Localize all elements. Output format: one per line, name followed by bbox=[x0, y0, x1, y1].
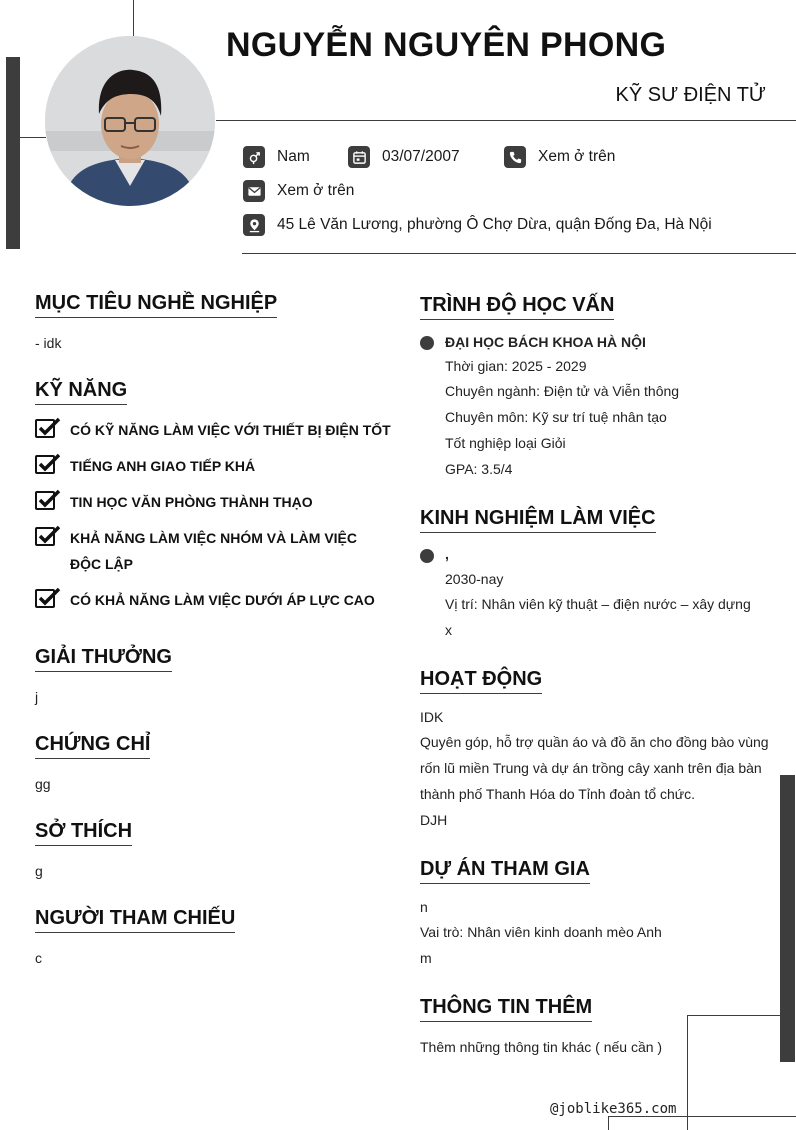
extra-info-title: THÔNG TIN THÊM bbox=[420, 996, 592, 1022]
skill-item bbox=[35, 489, 313, 515]
email-info bbox=[243, 180, 354, 202]
checkbox-icon bbox=[35, 453, 61, 475]
activities-line1: IDK bbox=[420, 709, 444, 725]
education-title: TRÌNH ĐỘ HỌC VẤN bbox=[420, 294, 614, 320]
objective-text: - idk bbox=[35, 335, 62, 351]
candidate-name: NGUYỄN NGUYÊN PHONG bbox=[226, 26, 667, 64]
experience-period: 2030-nay bbox=[445, 571, 504, 587]
skill-item bbox=[35, 453, 255, 479]
bottom-frame-vertical bbox=[687, 1015, 688, 1130]
location-icon bbox=[243, 214, 265, 236]
watermark: @joblike365.com bbox=[550, 1101, 677, 1117]
objective-title: MỤC TIÊU NGHỀ NGHIỆP bbox=[35, 292, 277, 318]
bottom-frame-horizontal bbox=[687, 1015, 780, 1016]
address-info bbox=[243, 214, 712, 236]
gender-info bbox=[243, 146, 310, 168]
education-gpa: GPA: 3.5/4 bbox=[445, 461, 513, 477]
avatar bbox=[45, 36, 215, 206]
activities-title: HOẠT ĐỘNG bbox=[420, 668, 542, 694]
awards-title: GIẢI THƯỞNG bbox=[35, 646, 172, 672]
education-school: ĐẠI HỌC BÁCH KHOA HÀ NỘI bbox=[445, 334, 646, 350]
skill-label: TIẾNG ANH GIAO TIẾP KHÁ bbox=[70, 458, 256, 474]
checkbox-icon bbox=[35, 417, 61, 439]
experience-title: KINH NGHIỆM LÀM VIỆC bbox=[420, 507, 656, 533]
top-vertical-line bbox=[133, 0, 134, 36]
skill-item bbox=[35, 525, 390, 577]
skill-item bbox=[35, 587, 375, 613]
header-divider-bottom bbox=[242, 253, 796, 254]
birthdate-info bbox=[348, 146, 460, 168]
experience-company: , bbox=[445, 546, 449, 562]
experience-bullet bbox=[420, 549, 434, 563]
awards-text: j bbox=[35, 689, 39, 705]
phone-icon bbox=[504, 146, 526, 168]
gender-value: Nam bbox=[277, 148, 310, 165]
education-major: Chuyên ngành: Điện tử và Viễn thông bbox=[445, 383, 680, 399]
activities-paragraph: Quyên góp, hỗ trợ quần áo và đồ ăn cho đồng bào vùng rốn lũ miền Trung và dự án trồng cây xanh trên địa bàn thành phố Thanh Hóa do Tỉnh đoàn tổ chức. bbox=[420, 734, 769, 802]
address-value: 45 Lê Văn Lương, phường Ô Chợ Dừa, quận Đống Đa, Hà Nội bbox=[277, 216, 712, 233]
education-bullet bbox=[420, 336, 434, 350]
certificates-title: CHỨNG CHỈ bbox=[35, 733, 150, 759]
hobbies-title: SỞ THÍCH bbox=[35, 820, 132, 846]
projects-role: Vai trò: Nhân viên kinh doanh mèo Anh bbox=[420, 924, 662, 940]
projects-name: n bbox=[420, 899, 428, 915]
skill-label: CÓ KỸ NĂNG LÀM VIỆC VỚI THIẾT BỊ ĐIỆN TỐT bbox=[70, 422, 391, 438]
experience-position: Vị trí: Nhân viên kỹ thuật – điện nước – xây dựng bbox=[445, 596, 751, 612]
skill-label: KHẢ NĂNG LÀM VIỆC NHÓM VÀ LÀM VIỆC ĐỘC LẬP bbox=[70, 530, 357, 572]
email-icon bbox=[243, 180, 265, 202]
checkbox-icon bbox=[35, 489, 61, 511]
activities-line3: DJH bbox=[420, 812, 448, 828]
skill-label: CÓ KHẢ NĂNG LÀM VIỆC DƯỚI ÁP LỰC CAO bbox=[70, 592, 375, 608]
projects-desc: m bbox=[420, 950, 432, 966]
checkbox-icon bbox=[35, 587, 61, 609]
gender-icon bbox=[243, 146, 265, 168]
bottom-frame-tick bbox=[608, 1116, 609, 1130]
birthdate-value: 03/07/2007 bbox=[382, 148, 460, 165]
skills-title: KỸ NĂNG bbox=[35, 379, 127, 405]
checkbox-icon bbox=[35, 525, 61, 547]
education-rank: Tốt nghiệp loại Giỏi bbox=[445, 435, 566, 451]
job-title: KỸ SƯ ĐIỆN TỬ bbox=[615, 84, 766, 106]
skill-label: TIN HỌC VĂN PHÒNG THÀNH THẠO bbox=[70, 494, 313, 510]
skill-item bbox=[35, 417, 391, 443]
references-text: c bbox=[35, 950, 42, 966]
experience-desc: x bbox=[445, 622, 452, 638]
phone-value: Xem ở trên bbox=[538, 148, 616, 165]
header-divider-top bbox=[216, 120, 796, 121]
references-title: NGƯỜI THAM CHIẾU bbox=[35, 907, 235, 933]
hobbies-text: g bbox=[35, 863, 43, 879]
avatar-photo-icon bbox=[45, 36, 215, 206]
certificates-text: gg bbox=[35, 776, 51, 792]
left-accent-bar bbox=[6, 57, 20, 249]
calendar-icon bbox=[348, 146, 370, 168]
left-connector-line bbox=[20, 137, 46, 138]
right-accent-bar bbox=[780, 775, 795, 1062]
education-specialty: Chuyên môn: Kỹ sư trí tuệ nhân tạo bbox=[445, 409, 667, 425]
phone-info bbox=[504, 146, 615, 168]
projects-title: DỰ ÁN THAM GIA bbox=[420, 858, 590, 884]
extra-info-text: Thêm những thông tin khác ( nếu cần ) bbox=[420, 1039, 663, 1055]
education-time: Thời gian: 2025 - 2029 bbox=[445, 358, 587, 374]
email-value: Xem ở trên bbox=[277, 182, 355, 199]
